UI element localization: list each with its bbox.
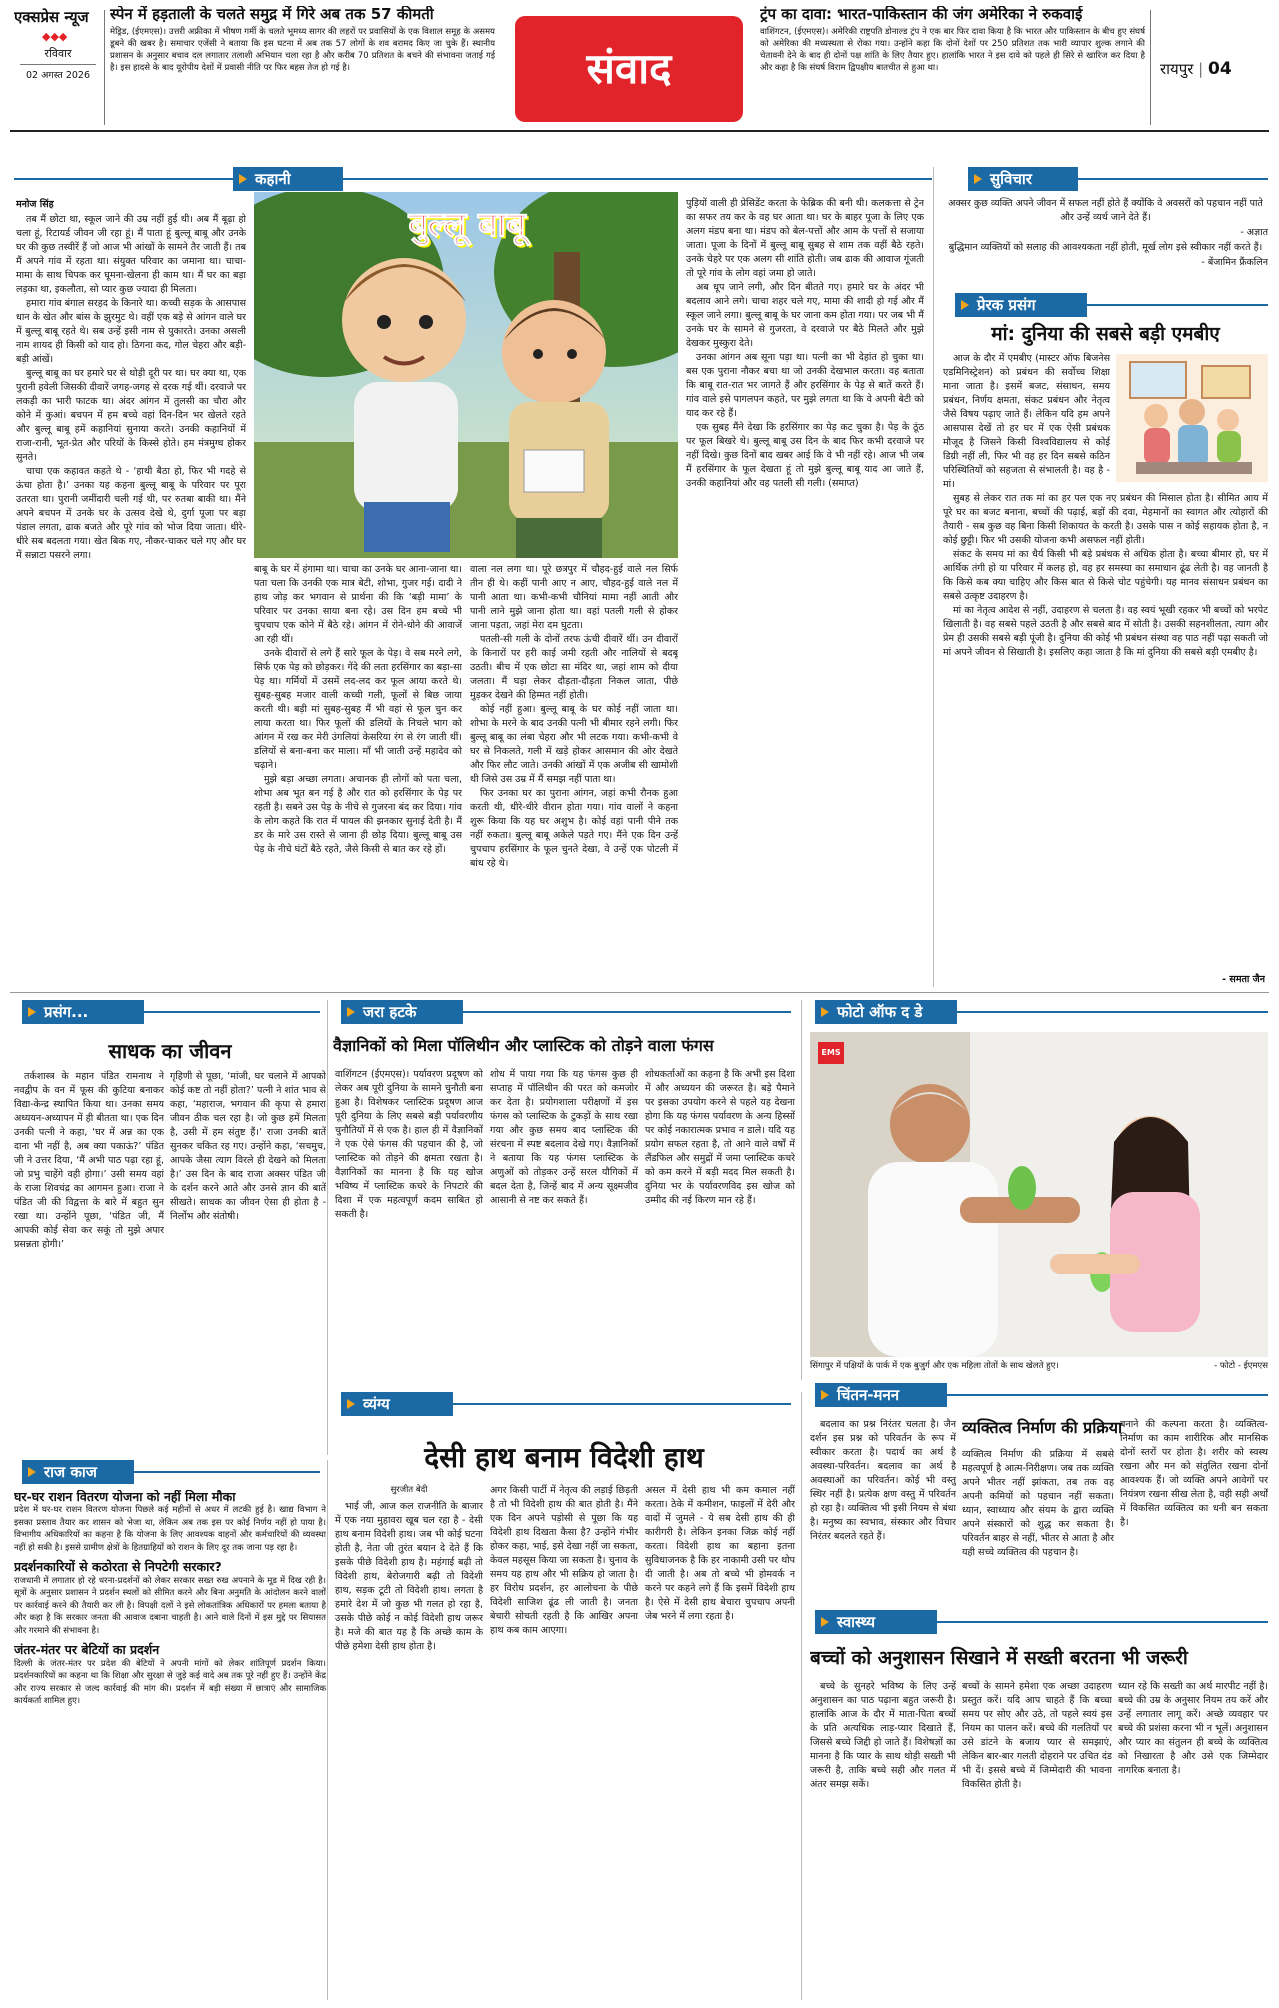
science-headline: वैज्ञानिकों को मिला पॉलिथीन और प्लास्टिक को तोड़ने वाला फंगस [333, 1036, 714, 1055]
quote-2-author: - बेंजामिन फ्रैंकलिन [1201, 257, 1268, 268]
section-label-vyangya: व्यंग्य [341, 1392, 453, 1416]
swasthya-col-2 [962, 1680, 1112, 2000]
section-label-photo: फोटो ऑफ द डे [815, 1000, 957, 1024]
vyangya-col-1 [335, 1500, 483, 2000]
rajkaj-headline-1: घर-घर राशन वितरण योजना को नहीं मिला मौका [14, 1490, 236, 1504]
section-label-prerak: प्रेरक प्रसंग [955, 293, 1087, 317]
top-news-body-1: मेड्रिड, (ईएमएस)। उत्तरी अफ्रीका में भीषण गर्मी के चलते भूमध्य सागर की लहरों पर प्रवासियों के एक विशाल समूह के असमय डूबने की खबर है। समाचार एजेंसी ने बताया कि इस घटना में अब तक 57 लोगों के शव बरामद किए जा चुके हैं। स्थानीय प्रशासन के अनुसार बचाव दल लगातार तलाशी अभियान चला रहा है और करीब 70 प्रतिशत के बचने की संभावना जताई गई है। इस हादसे के बाद यूरोपीय देशों में प्रवासी नीति पर फिर बहस तेज हो गई है। [110, 27, 495, 74]
kahani-col-2 [254, 563, 462, 985]
rajkaj-column [14, 1490, 326, 2000]
rajkaj-body-3: दिल्ली के जंतर-मंतर पर प्रदेश की बेटियों ने अपनी मांगों को लेकर शांतिपूर्ण प्रदर्शन किया। प्रदर्शनकारियों का कहना था कि शिक्षा और सुरक्षा से जुड़े कई वादे अब तक पूरे नहीं हुए हैं। उन्होंने केंद्र और राज्य सरकार से जल्द कार्रवाई की मांग की। प्रदर्शन में बड़ी संख्या में छात्राएं और सामाजिक कार्यकर्ता शामिल हुए। [14, 1658, 326, 1707]
photo-credit: - फोटो - ईएमएस [1214, 1361, 1268, 1371]
kahani-para: पतली-सी गली के दोनों तरफ ऊंची दीवारें थीं। उन दीवारों के किनारों पर हरी काई जमी रहती और नालियों से बदबू उठती। बीच में एक छोटा सा मंदिर था, जहां शाम को दीया जलता। मैं घड़ा लेकर दौड़ता-दौड़ता निकल जाता, पीछे मुड़कर देखने की हिम्मत नहीं होती। [470, 634, 678, 701]
kahani-para: अब धूप जाने लगी, और दिन बीतते गए। हमारे घर के अंदर भी बदलाव आने लगे। चाचा शहर चले गए, मामा की शादी हो गई और मैं स्कूल जाने लगा। बुल्लू बाबू के घर जाना कम होता गया। पर जब भी मैं उनके घर के सामने से गुजरता, वे दरवाजे पर बैठे मिलते और मुझे देखकर मुस्कुरा देते। [686, 282, 924, 349]
suvichar-box [943, 197, 1268, 297]
photo-art [810, 1032, 1268, 1357]
top-news-body-2: वाशिंगटन, (ईएमएस)। अमेरिकी राष्ट्रपति डोनाल्ड ट्रंप ने एक बार फिर दावा किया है कि भारत और पाकिस्तान के बीच हुए संघर्ष को अमेरिका की मध्यस्थता से रोका गया। उन्होंने कहा कि दोनों देशों पर 250 प्रतिशत तक भारी व्यापार शुल्क लगाने की चेतावनी देने के बाद ही दोनों पक्ष शांति के लिए तैयार हुए। हालांकि भारत ने इस दावे को पहले ही सिरे से खारिज कर दिया है और कहा है कि संघर्ष विराम द्विपक्षीय बातचीत से हुआ था। [760, 27, 1145, 74]
prasang-col-2 [170, 1070, 326, 1453]
kahani-para: वाला नल लगा था। पूरे छत्रपुर में चौहद-हुई वाले नल सिर्फ तीन ही थे। कहीं पानी आए न आए, चौहद-हुई वाले नल में पानी आता था। कभी-कभी चौनियां मामा नहीं आती और पानी लाने मुझे जाना होता था। वहां पतली गली से होकर जाना पड़ता, जहां मेरा दम घुटता। [470, 564, 678, 631]
kahani-byline: मनोज सिंह [16, 199, 54, 210]
quote-1-author: - अज्ञात [1240, 227, 1268, 238]
science-col-3 [645, 1068, 795, 1388]
chintan-col-2 [962, 1448, 1114, 1598]
top-news-left [110, 6, 495, 126]
science-text: शोध में पाया गया कि यह फंगस कुछ ही सप्ताह में पॉलिथीन की परत को कमजोर कर देता है। प्रयोगशाला परीक्षणों में इस फंगस को प्लास्टिक के टुकड़ों के साथ रखा गया और कुछ समय बाद प्लास्टिक की संरचना में स्पष्ट बदलाव देखे गए। वैज्ञानिकों ने बताया कि यह फंगस प्लास्टिक के अणुओं को तोड़कर उन्हें सरल यौगिकों में बदल देता है, जिन्हें बाद में अन्य सूक्ष्मजीव आसानी से नष्ट कर सकते हैं। [490, 1069, 638, 1206]
vyangya-text: अगर किसी पार्टी में नेतृत्व की लड़ाई छिड़ती है तो भी विदेशी हाथ की बात होती है। मैंने एक दिन अपने पड़ोसी से पूछा कि यह विदेशी हाथ दिखता कैसा है? उन्होंने गंभीर होकर कहा, भाई, इसे देखा नहीं जा सकता, केवल महसूस किया जा सकता है। चुनाव के समय यह हाथ और भी सक्रिय हो जाता है। हर विरोध प्रदर्शन, हर आलोचना के पीछे विदेशी साजिश ढूंढ ली जाती है। जनता बेचारी सोचती रहती है कि आखिर अपना हाथ कब काम आएगा। [490, 1485, 638, 1636]
photo-of-the-day [810, 1032, 1268, 1357]
swasthya-text: बच्चे के सुनहरे भविष्य के लिए उन्हें अनुशासन का पाठ पढ़ाना बहुत जरूरी है। हालांकि आज के दौर में माता-पिता बच्चों के प्रति अत्यधिक लाड़-प्यार दिखाते हैं, जिससे बच्चे जिद्दी हो जाते हैं। विशेषज्ञों का मानना है कि प्यार के साथ थोड़ी सख्ती भी जरूरी है, ताकि बच्चे सही और गलत में अंतर समझ सकें। [810, 1681, 956, 1790]
science-text: वाशिंगटन (ईएमएस)। पर्यावरण प्रदूषण को लेकर अब पूरी दुनिया के सामने चुनौती बना हुआ है। विशेषकर प्लास्टिक प्रदूषण आज पूरी दुनिया के लिए सबसे बड़ी पर्यावरणीय चुनौतियों में से एक है। हाल ही में वैज्ञानिकों ने एक ऐसे फंगस की पहचान की है, जो प्लास्टिक को तोड़ने की क्षमता रखता है। वैज्ञानिकों का मानना है कि यह खोज भविष्य में प्लास्टिक कचरे के निपटारे की दिशा में एक महत्वपूर्ण कदम साबित हो सकती है। [335, 1069, 483, 1220]
kahani-para: बुल्लू बाबू का घर हमारे घर से थोड़ी दूरी पर था। घर क्या था, एक पुरानी हवेली जिसकी दीवारें जगह-जगह से दरक गई थीं। दरवाजे पर लकड़ी का भारी फाटक था। अंदर आंगन में तुलसी का चौरा और कोने में कुआं। बचपन में हम बच्चे वहां दिन-दिन भर खेलते रहते और बुल्लू बाबू हमें कहानियां सुनाया करते। उनकी कहानियों में राजा-रानी, भूत-प्रेत और परियों के किस्से होते। हम मंत्रमुग्ध होकर सुनते। [16, 368, 246, 463]
prasang-col-1 [14, 1070, 164, 1453]
swasthya-text: ध्यान रहे कि सख्ती का अर्थ मारपीट नहीं है। बच्चे की उम्र के अनुसार नियम तय करें और उन्हें लगातार लागू करें। अच्छे व्यवहार पर बच्चे की प्रशंसा करना भी न भूलें। अनुशासन और प्यार का संतुलन ही बच्चे के व्यक्तित्व को निखारता है और उसे एक जिम्मेदार नागरिक बनाता है। [1118, 1681, 1268, 1776]
masthead-logo [14, 8, 102, 126]
kahani-col-4 [686, 197, 924, 985]
kahani-para: बाबू के घर में हंगामा था। चाचा का उनके घर आना-जाना था। पता चला कि उनकी एक मात्र बेटी, शोभा, गुजर गई। दादी ने हाथ जोड़ कर भगवान से प्रार्थना की कि ‘बड़ी मामा’ के परिवार पर उनका साया बना रहे। उस दिन हम बच्चे भी चुपचाप एक कोने में बैठे रहे। आंगन में रोने-धोने की आवाजें आ रही थीं। [254, 564, 462, 645]
kahani-para: उनके दीवारों से लगे हैं सारे फूल के पेड़। वे सब मरने लगे, सिर्फ एक पेड़ को छोड़कर। गेंदे की लता हरसिंगार का बड़ा-सा पेड़ था। गर्मियों में उसमें लद-लद कर फूल आया करते थे। सुबह-सुबह मजार वाली कच्ची गली, फूलों से बिछ जाया करती थी। बड़ी मां सुबह-सुबह मैं भी वहां से फूल चुन कर लाया करता था। फिर फूलों की डलियों के निचले भाग को आंगन में रख कर मेरी उंगलियां केसरिया रंग से रंग जाती थीं। डलियों से बना-बना कर माला। माँ भी जाती उन्हें महादेव को चढ़ाने। [254, 648, 462, 771]
chintan-col-1 [810, 1418, 956, 1598]
kahani-para: तब मैं छोटा था, स्कूल जाने की उम्र नहीं हुई थी। अब मैं बूढ़ा हो चला हूं, रिटायर्ड जीवन जी रहा हूं। मैं पाता हूं बुल्लू बाबू और उनके घर की कुछ तस्वीरें हैं जो आज भी आंखों के सामने तैर जाती हैं। तब मैं अपने गांव में रहता था। संयुक्त परिवार का जमाना था। चाचा-मामा के साथ चिपक कर घूमना-खेलना ही काम था। मैं घर का बड़ा लड़का था, इकलौता, सो प्यार कुछ ज्यादा ही मिलता। [16, 214, 246, 295]
rajkaj-headline-3: जंतर-मंतर पर बेटियों का प्रदर्शन [14, 1642, 160, 1658]
science-col-2 [490, 1068, 638, 1388]
section-label-suvichar: सुविचार [968, 167, 1078, 191]
family-illustration [1116, 354, 1268, 482]
prasang-text: गृहिणी से पूछा, ‘मांजी, घर चलाने में आपको कोई कष्ट तो नहीं होता?’ पत्नी ने शांत भाव से कहा, ‘महाराज, भगवान की कृपा से हमारा जीवन ठीक चल रहा है। जो कुछ हमें मिलता है, उसी में हम संतुष्ट हैं।’ राजा उनकी बातें सुनकर चकित रह गए। उन्होंने कहा, ‘सचमुच, आपके जैसा त्याग विरले ही देखने को मिलता है।’ उस दिन के बाद राजा अक्सर पंडित जी के दर्शन करने आते और उनसे ज्ञान की बातें सीखते। साधक का जीवन ऐसा ही होता है - निर्लोभ और संतोषी। [170, 1071, 326, 1222]
quote-1: अक्सर कुछ व्यक्ति अपने जीवन में सफल नहीं होते हैं क्योंकि वे अवसरों को पहचान नहीं पाते और उन्हें व्यर्थ जाने देते हैं। [948, 198, 1263, 223]
vyangya-col-3 [645, 1484, 795, 2000]
swasthya-col-3 [1118, 1680, 1268, 2000]
vyangya-col-2 [490, 1484, 638, 2000]
prerak-para: संकट के समय मां का धैर्य किसी भी बड़े प्रबंधक से अधिक होता है। बच्चा बीमार हो, घर में आर्थिक तंगी हो या परिवार में कलह हो, वह हर समस्या का समाधान ढूंढ लेती है। वह जानती है कि किसे कब क्या चाहिए और किस बात से किसे चोट पहुंचेगी। यह मानव संसाधन प्रबंधन का सबसे उत्कृष्ट उदाहरण है। [943, 549, 1268, 602]
issue-day: रविवार [44, 47, 72, 60]
sanvad-banner [515, 16, 743, 122]
science-col-1 [335, 1068, 483, 1388]
chintan-text: बनाने की कल्पना करता है। व्यक्तित्व-निर्माण का काम शारीरिक और मानसिक दोनों स्तरों पर होता है। शरीर को स्वस्थ रखना और मन को संतुलित रखना दोनों आवश्यक हैं। जो व्यक्ति अपने आवेगों पर नियंत्रण रखना सीख लेता है, वही सही अर्थों में विकसित व्यक्तित्व का धनी बन सकता है। [1120, 1419, 1268, 1528]
prerak-author: - समता जैन [1222, 974, 1265, 985]
prasang-headline: साधक का जीवन [108, 1039, 232, 1063]
chintan-text: बदलाव का प्रश्न निरंतर चलता है। जैन दर्शन इस प्रश्न को परिवर्तन के रूप में स्वीकार करता है। पदार्थ का अर्थ है अवस्था-परिवर्तन। बदलाव का अर्थ है अवस्थाओं का परिवर्तन। कोई भी वस्तु स्थिर नहीं है। प्रत्येक क्षण वस्तु में परिवर्तन हो रहा है। व्यक्तित्व भी इसी नियम से बंधा है। मनुष्य का स्वभाव, संस्कार और विचार निरंतर बदलते रहते हैं। [810, 1419, 956, 1542]
kahani-para: कोई नहीं हुआ। बुल्लू बाबू के घर कोई नहीं जाता था। शोभा के मरने के बाद उनकी पत्नी भी बीमार रहने लगी। फिर बुल्लू बाबू का लंबा चेहरा और भी लटक गया। कभी-कभी वे घर से निकलते, गली में खड़े होकर आसमान की ओर देखते और फिर लौट जाते। उनकी आंखों में एक अजीब सी खामोशी थी जिसे उस उम्र में मैं समझ नहीं पाता था। [470, 704, 678, 785]
prasang-text: तर्कशास्त्र के महान पंडित रामनाथ ने नवद्वीप के वन में फूस की कुटिया बनाकर विद्या-केन्द्र स्थापित किया था। उनका समय अध्ययन-अध्यापन में ही बीतता था। एक दिन उनकी पत्नी ने कहा, ‘घर में अन्न का एक दाना भी नहीं है, अब क्या पकाऊं?’ पंडित जी ने उत्तर दिया, ‘मैं अभी पाठ पढ़ा रहा हूं, जो प्रभु चाहेंगे वही होगा।’ उसी समय वहां के राजा शिवचंद्र का आगमन हुआ। राजा ने पंडित जी की विद्वत्ता के बारे में बहुत सुन रखा था। उन्होंने पूछा, ‘पंडित जी, मैं आपकी कोई सेवा कर सकूं तो मुझे अपार प्रसन्नता होगी।’ [14, 1071, 164, 1250]
kahani-col-1 [16, 213, 246, 985]
logo-mark-icon: ◆◆◆ [42, 30, 68, 43]
chintan-col-3 [1120, 1418, 1268, 1598]
chintan-headline: व्यक्तित्व निर्माण की प्रक्रिया [962, 1418, 1122, 1437]
kahani-para: पुड़ियों वाली ही प्रेसिडेंट करता के फेब्रिक की बनी थी। कलकत्ता से ट्रेन का सफर तय कर के वह घर आता था। घर के बाहर पूजा के लिए एक अलग मंडप बना था। मंडप को बेल-पत्तों और आम के पत्तों से सजाया जाता। पूजा के दिनों में बुल्लू बाबू सुबह से शाम तक वहीं बैठे रहते। उनके चेहरे पर एक अलग सी शांति होती। जब ढाक की आवाज गूंजती तो पूरे गांव के लोग वहां जमा हो जाते। [686, 198, 924, 279]
paper-name: एक्सप्रेस न्यूज [14, 8, 89, 26]
prerak-headline: मां: दुनिया की सबसे बड़ी एमबीए [991, 323, 1220, 345]
kahani-para: मुझे बड़ा अच्छा लगता। अचानक ही लोगों को पता चला, शोभा अब भूत बन गई है और रात को हरसिंगार के पेड़ पर रहती है। सबने उस पेड़ के नीचे से गुजरना बंद कर दिया। गांव के लोग कहते कि रात में पायल की झनकार सुनाई देती है। मैं डर के मारे उस रास्ते से जाना ही छोड़ दिया। बुल्लू बाबू उस पेड़ के नीचे घंटों बैठे रहते, जैसे किसी से बात कर रहे हों। [254, 774, 462, 855]
page-number: 04 [1208, 59, 1232, 79]
section-label-science: जरा हटके [341, 1000, 463, 1024]
rajkaj-body-1: प्रदेश में घर-घर राशन वितरण योजना पिछले कई महीनों से अधर में लटकी हुई है। खाद्य विभाग ने इसका प्रस्ताव तैयार कर शासन को भेजा था, लेकिन अब तक इस पर कोई निर्णय नहीं हो पाया है। विभागीय अधिकारियों का कहना है कि योजना के लिए आवश्यक वाहनों और कर्मचारियों की व्यवस्था नहीं हो सकी है। इससे ग्रामीण क्षेत्रों के हितग्राहियों को राशन के लिए दूर तक जाना पड़ रहा है। [14, 1505, 326, 1553]
swasthya-text: बच्चों के सामने हमेशा एक अच्छा उदाहरण प्रस्तुत करें। यदि आप चाहते हैं कि बच्चा समय पर सोए और उठे, तो पहले स्वयं इस नियम का पालन करें। बच्चे की गलतियों पर उसे डांटने के बजाय प्यार से समझाएं, लेकिन बार-बार गलती दोहराने पर उचित दंड भी दें। इससे बच्चे में जिम्मेदारी की भावना विकसित होती है। [962, 1681, 1112, 1790]
chintan-text: व्यक्तित्व निर्माण की प्रक्रिया में सबसे महत्वपूर्ण है आत्म-निरीक्षण। जब तक व्यक्ति अपने भीतर नहीं झांकता, तब तक वह अपनी कमियों को पहचान नहीं सकता। ध्यान, स्वाध्याय और संयम के द्वारा व्यक्ति अपने संस्कारों को शुद्ध कर सकता है। परिवर्तन बाहर से नहीं, भीतर से आता है और यही सच्चे व्यक्तित्व की पहचान है। [962, 1449, 1114, 1558]
prerak-para: आज के दौर में एमबीए (मास्टर ऑफ बिजनेस एडमिनिस्ट्रेशन) को प्रबंधन की सर्वोच्च शिक्षा माना जाता है। इसमें बजट, संसाधन, समय प्रबंधन, निर्णय क्षमता, संकट प्रबंधन और नेतृत्व जैसे विषय पढ़ाए जाते हैं। लेकिन यदि हम अपने आसपास देखें तो हर घर में एक ऐसी प्रबंधक मौजूद है जिसने किसी विश्वविद्यालय से कोई डिग्री नहीं ली, फिर भी वह हर दिन सबसे कठिन परिस्थितियों को सहजता से संभालती है। वह है - मां। [943, 353, 1110, 490]
vyangya-byline: सुरजीत बेदी [390, 1485, 428, 1495]
photo-caption: सिंगापुर में पक्षियों के पार्क में एक बुजुर्ग और एक महिला तोतों के साथ खेलते हुए। [810, 1361, 1059, 1371]
city-name: रायपुर [1160, 60, 1194, 78]
swasthya-col-1 [810, 1680, 956, 2000]
section-label-swasthya: स्वास्थ्य [815, 1610, 937, 1634]
kahani-para: फिर उनका घर का पुराना आंगन, जहां कभी रौनक हुआ करती थी, धीरे-धीरे वीरान होता गया। गांव वालों ने कहना शुरू किया कि यह घर अशुभ है। कोई वहां पानी पीने तक नहीं रुकता। बुल्लू बाबू अकेले पड़ते गए। मैंने एक दिन उन्हें चुपचाप हरसिंगार के फूल चुनते देखा, वे उन्हें एक पोटली में बांध रहे थे। [470, 788, 678, 869]
swasthya-headline: बच्चों को अनुशासन सिखाने में सख्ती बरतना भी जरूरी [810, 1647, 1188, 1669]
prerak-body [943, 352, 1268, 972]
kahani-para: उनका आंगन अब सूना पड़ा था। पत्नी का भी देहांत हो चुका था। बस एक पुराना नौकर बचा था जो उनकी देखभाल करता। वह बताता कि बाबू रात-रात भर जागते हैं और हरसिंगार के पेड़ से बातें करते हैं। गांव वाले इसे पागलपन कहते, पर मुझे लगता था कि वे अपनी बेटी को याद कर रहे हैं। [686, 352, 924, 419]
section-label-kahani: कहानी [233, 167, 343, 191]
issue-date: 02 अगस्त 2026 [25, 70, 91, 81]
kahani-col-3 [470, 563, 678, 985]
story-illustration [254, 192, 678, 558]
top-news-headline-1: स्पेन में हड़ताली के चलते समुद्र में गिरे अब तक 57 कीमती [110, 6, 434, 23]
quote-2: बुद्धिमान व्यक्तियों को सलाह की आवश्यकता नहीं होती, मूर्ख लोग इसे स्वीकार नहीं करते हैं। [948, 242, 1263, 253]
top-news-right [760, 6, 1145, 126]
section-label-rajkaj: राज काज [22, 1460, 134, 1484]
section-label-chintan: चिंतन-मनन [815, 1383, 947, 1407]
news-agency-logo: EMS [818, 1042, 844, 1064]
prerak-para: मां का नेतृत्व आदेश से नहीं, उदाहरण से चलता है। वह स्वयं भूखी रहकर भी बच्चों को भरपेट खिलाती है। वह सबसे पहले उठती है और सबसे बाद में सोती है। उसकी सहनशीलता, त्याग और प्रेम ही उसकी सबसे बड़ी पूंजी है। दुनिया की कोई भी प्रबंधन संस्था वह पाठ नहीं पढ़ा सकती जो मां अपने जीवन से सिखाती है। इसलिए कहा जाता है कि मां दुनिया की सबसे बड़ी एमबीए है। [943, 605, 1268, 658]
vyangya-headline: देसी हाथ बनाम विदेशी हाथ [424, 1441, 704, 1474]
prerak-para: सुबह से लेकर रात तक मां का हर पल एक नए प्रबंधन की मिसाल होता है। सीमित आय में पूरे घर का बजट बनाना, बच्चों की पढ़ाई, बड़ों की दवा, मेहमानों का स्वागत और त्योहारों की तैयारी - सब कुछ वह बिना किसी शिकायत के करती है। उसके पास न कोई सहायक होता है, न कोई छुट्टी। फिर भी उसकी योजना कभी असफल नहीं होती। [943, 493, 1268, 546]
section-title: संवाद [586, 44, 672, 93]
vyangya-text: असल में देसी हाथ भी कम कमाल नहीं करता। ठेके में कमीशन, फाइलों में देरी और वादों में जुमले - ये सब देसी हाथ की ही कारीगरी है। लेकिन इनका जिक्र कोई नहीं करता। विदेशी हाथ का बहाना इतना सुविधाजनक है कि हर नाकामी उसी पर थोप दी जाती है। अब तो बच्चे भी होमवर्क न करने पर कहने लगे हैं कि इसमें विदेशी हाथ है। ऐसे में देसी हाथ बेचारा चुपचाप अपनी जेब भरने में लगा रहता है। [645, 1485, 795, 1622]
top-news-headline-2: ट्रंप का दावा: भारत-पाकिस्तान की जंग अमेरिका ने रुकवाई [760, 6, 1083, 23]
kahani-para: एक सुबह मैंने देखा कि हरसिंगार का पेड़ कट चुका है। पेड़ के ठूंठ पर फूल बिखरे थे। बुल्लू बाबू उस दिन के बाद फिर कभी दरवाजे पर नहीं दिखे। कुछ दिनों बाद खबर आई कि वे भी नहीं रहे। आज भी जब मैं हरसिंगार के फूल देखता हूं तो मुझे बुल्लू बाबू याद आ जाते हैं, उनकी कहानियां और वह पतली सी गली। (समाप्त) [686, 422, 924, 489]
kahani-para: चाचा एक कहावत कहते थे - ‘हाथी बैठा हो, फिर भी गदहे से ऊंचा होता है।’ उनका यह कहना बुल्लू बाबू के परिवार पर पूरा उतरता था। पुरानी जमींदारी चली गई थी, पर रुतबा बाकी था। मैंने अपने बचपन में उनके घर के उत्सव देखे थे, दुर्गा पूजा पर बड़ा पंडाल लगता, ढाक बजते और पूरे गांव को भोज दिया जाता। धीरे-धीरे सब बदलता गया। खेत बिक गए, नौकर-चाकर चले गए और घर में सन्नाटा पसरने लगा। [16, 466, 246, 561]
science-text: शोधकर्ताओं का कहना है कि अभी इस दिशा में और अध्ययन की जरूरत है। बड़े पैमाने पर इसका उपयोग करने से पहले यह देखना होगा कि यह फंगस पर्यावरण के अन्य हिस्सों पर कोई नकारात्मक प्रभाव न डाले। यदि यह प्रयोग सफल रहता है, तो आने वाले वर्षों में लैंडफिल और समुद्रों में जमा प्लास्टिक कचरे को कम करने में बड़ी मदद मिल सकती है। दुनिया भर के पर्यावरणविद इस खोज को उम्मीद की नई किरण मान रहे हैं। [645, 1069, 795, 1206]
rajkaj-body-2: राजधानी में लगातार हो रहे धरना-प्रदर्शनों को लेकर सरकार सख्त रुख अपनाने के मूड में दिख रही है। सूत्रों के अनुसार प्रशासन ने प्रदर्शन स्थलों को सीमित करने और बिना अनुमति के आंदोलन करने वालों पर कार्रवाई करने की तैयारी कर ली है। विपक्षी दलों ने इसे लोकतांत्रिक अधिकारों पर हमला बताया है और कहा है कि सरकार जनता की आवाज दबाना चाहती है। आने वाले दिनों में इस मुद्दे पर सियासत और गरमाने की संभावना है। [14, 1575, 326, 1636]
page-locator: रायपुर | 04 [1160, 59, 1232, 79]
story-title-art: बुल्लू बाबू [408, 205, 526, 245]
vyangya-text: भाई जी, आज कल राजनीति के बाजार में एक नया मुहावरा खूब चल रहा है - देसी हाथ बनाम विदेशी हाथ। जब भी कोई घटना होती है, नेता जी तुरंत बयान दे देते हैं कि इसके पीछे विदेशी हाथ है। महंगाई बढ़ी तो विदेशी हाथ, बेरोजगारी बढ़ी तो विदेशी हाथ, सड़क टूटी तो विदेशी हाथ। लगता है हमारे देश में जो कुछ भी गलत हो रहा है, उसके पीछे कोई न कोई विदेशी हाथ जरूर है। मजे की बात यह है कि अच्छे काम के पीछे हमेशा देसी हाथ होता है। [335, 1501, 483, 1652]
kahani-para: हमारा गांव बंगाल सरहद के किनारे था। कच्ची सड़क के आसपास धान के खेत और बांस के झुरमुट थे। वहीं एक बड़े से आंगन वाले घर में बुल्लू बाबू रहते थे। सब उन्हें इसी नाम से पुकारते। उनका असली नाम शायद ही किसी को याद हो। ठिगना कद, गोल चेहरा और बड़ी-बड़ी आंखें। [16, 298, 246, 365]
section-label-prasang: प्रसंग... [22, 1000, 144, 1024]
rajkaj-headline-2: प्रदर्शनकारियों से कठोरता से निपटेगी सरकार? [14, 1559, 222, 1575]
